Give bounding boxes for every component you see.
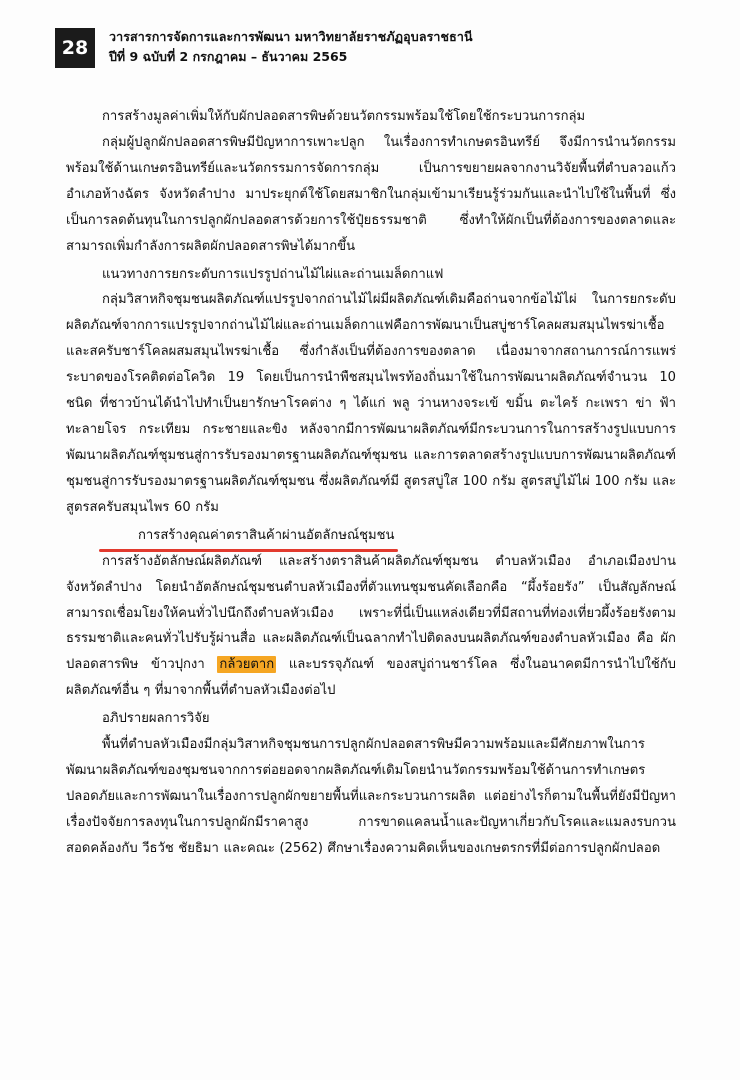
paragraph-2: กลุ่มผู้ปลูกผักปลอดสารพิษมีปัญหาการเพาะปลูก ในเรื่องการทำเกษตรอินทรีย์ จึงมีการนำนวัตกรรมพร้อมใช้ด้านเกษตรอินทรีย์และนวัตกรรมการจัดการกลุ่ม เป็นการขยายผลจากงานวิจัยพื้นที่ตำบลวอแก้ว อำเภอห้างฉัตร จังหวัดลำปาง มาประยุกต์ใช้โดยสมาชิกในกลุ่มเข้ามาเรียนรู้ร่วมกันและนำไปใช้ในพื้นที่ ซึ่งเป็นการลดต้นทุนในการปลูกผักปลอดสารด้วยการใช้ปุ๋ยธรรมชาติ ซึ่งทำให้ผักเป็นที่ต้องการของตลาดและสามารถเพิ่มกำลังการผลิตผักปลอดสารพิษได้มากขึ้น: [66, 134, 676, 254]
paragraph-4: [66, 549, 676, 705]
paragraph-4-part2: และบรรจุภัณฑ์ ของสบู่ถ่านชาร์โคล ซึ่งในอนาคตมีการนำไปใช้กับผลิตภัณฑ์อื่น ๆ ที่มาจากพื้นที่ตำบลหัวเมืองต่อไป: [66, 657, 676, 699]
paragraph-3: กลุ่มวิสาหกิจชุมชนผลิตภัณฑ์แปรรูปจากถ่านไม้ไผ่มีผลิตภัณฑ์เดิมคือถ่านจากข้อไม้ไผ่ ในการยกระดับผลิตภัณฑ์จากการแปรรูปจากถ่านไม้ไผ่และถ่านเมล็ดกาแฟคือการพัฒนาเป็นสบู่ชาร์โคลผสมสมุนไพรฆ่าเชื้อและสครับชาร์โคลผสมสมุนไพรฆ่าเชื้อ ซึ่งกำลังเป็นที่ต้องการของตลาด เนื่องมาจากสถานการณ์การแพร่ระบาดของโรคติดต่อโควิด 19 โดยเป็นการนำพืชสมุนไพรท้องถิ่นมาใช้ในการพัฒนาผลิตภัณฑ์จำนวน 10 ชนิด ที่ชาวบ้านได้นำไปทำเป็นยารักษาโรคต่าง ๆ ได้แก่ พลู ว่านหางจระเข้ ขมิ้น ตะไคร้ กะเพรา ข่า ฟ้าทะลายโจร กระเทียม กระชายและขิง หลังจากมีการพัฒนาผลิตภัณฑ์มีกระบวนการในการสร้างรูปแบบการพัฒนาผลิตภัณฑ์ชุมชนสู่การรับรองมาตรฐานผลิตภัณฑ์ชุมชน และการตลาดสร้างรูปแบบการพัฒนาผลิตภัณฑ์ชุมชนสู่การรับรองมาตรฐานผลิตภัณฑ์ชุมชน ซึ่งผลิตภัณฑ์มี สูตรสบู่ใส 100 กรัม สูตรสบู่ไม้ไผ่ 100 กรัม และสูตรสครับสมุนไพร 60 กรัม: [66, 292, 676, 515]
journal-title: วารสารการจัดการและการพัฒนา มหาวิทยาลัยราชภัฏอุบลราชธานี: [109, 29, 473, 44]
highlighted-text: กล้วยตาก: [219, 657, 275, 673]
page-header: [55, 26, 694, 78]
page-number: 28: [55, 28, 95, 68]
paragraph-4-part1: การสร้างอัตลักษณ์ผลิตภัณฑ์ และสร้างตราสินค้าผลิตภัณฑ์ชุมชน ตำบลหัวเมือง อำเภอเมืองปาน จังหวัดลำปาง โดยนำอัตลักษณ์ชุมชนตำบลหัวเมืองที่ตัวแทนชุมชนคัดเลือกคือ “ผึ้งร้อยรัง” เป็นสัญลักษณ์สามารถเชื่อมโยงให้คนทั่วไปนึกถึงตำบลหัวเมือง เพราะที่นี่เป็นแหล่งเดียวที่มีสถานที่ท่องเที่ยวผึ้งร้อยรังตามธรรมชาติและคนทั่วไปรับรู้ผ่านสื่อ และผลิตภัณฑ์เป็นฉลากทำไปติดลงบนผลิตภัณฑ์ของตำบลหัวเมือง คือ ผักปลอดสารพิษ ข้าวปุกงา: [66, 553, 676, 673]
subheading-bamboo-charcoal: แนวทางการยกระดับการแปรรูปถ่านไม้ไผ่และถ่านเมล็ดกาแฟ: [102, 266, 444, 282]
journal-issue: ปีที่ 9 ฉบับที่ 2 กรกฎาคม – ธันวาคม 2565: [109, 49, 348, 65]
subheading-brand-value: [66, 523, 676, 549]
subheading-discussion: อภิปรายผลการวิจัย: [102, 711, 210, 727]
paragraph-1: การสร้างมูลค่าเพิ่มให้กับผักปลอดสารพิษด้วยนวัตกรรมพร้อมใช้โดยใช้กระบวนการกลุ่ม: [102, 109, 586, 124]
paragraph-5: พื้นที่ตำบลหัวเมืองมีกลุ่มวิสาหกิจชุมชนการปลูกผักปลอดสารพิษมีความพร้อมและมีศักยภาพในการพัฒนาผลิตภัณฑ์ของชุมชนจากการต่อยอดจากผลิตภัณฑ์เดิมโดยนำนวัตกรรมพร้อมใช้ด้านการทำเกษตรปลอดภัยและการพัฒนาในเรื่องการปลูกผักขยายพื้นที่และกระบวนการผลิต แต่อย่างไรก็ตามในพื้นที่ยังมีปัญหาเรื่องปัจจัยการลงทุนในการปลูกผักมีราคาสูง การขาดแคลนน้ำและปัญหาเกี่ยวกับโรคและแมลงรบกวนสอดคล้องกับ วีธวัช ชัยธิมา และคณะ (2562) ศึกษาเรื่องความคิดเห็นของเกษตรกรที่มีต่อการปลูกผักปลอด: [66, 737, 676, 856]
page-body: [66, 104, 676, 862]
underlined-heading-text: การสร้างคุณค่าตราสินค้าผ่านอัตลักษณ์ชุมชน: [102, 523, 394, 549]
header-text-block: [109, 26, 473, 68]
